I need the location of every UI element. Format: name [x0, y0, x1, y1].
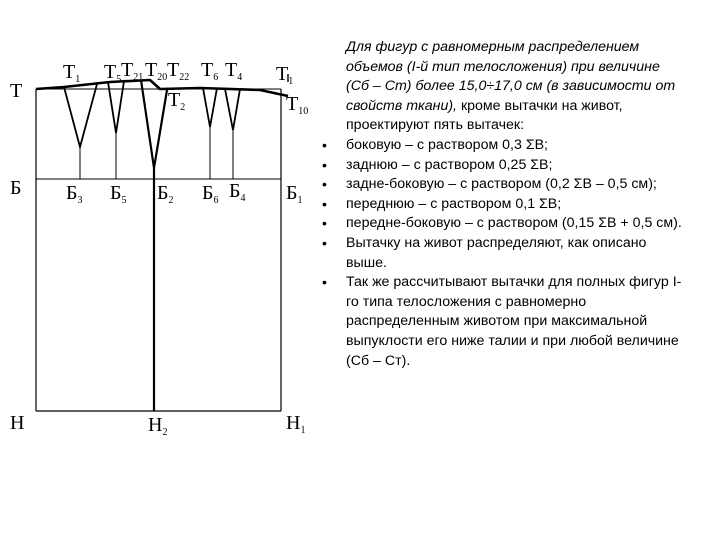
skirt-pattern-diagram	[0, 0, 320, 540]
list-item: • задне-боковую – с раствором (0,2 ΣВ – 0,5 см);	[318, 175, 686, 195]
dart-list	[318, 136, 686, 371]
list-item: • передне-боковую – с раствором (0,15 ΣВ + 0,5 см).	[318, 214, 686, 234]
label-t2: $Т_2$	[168, 89, 186, 113]
list-item: • заднюю – с раствором 0,25 ΣВ;	[318, 156, 686, 176]
label-t1-right: $Т_1$	[276, 63, 294, 87]
list-item: • переднюю – с раствором 0,1 ΣВ;	[318, 195, 686, 215]
label-b3: $Б_3$	[66, 182, 83, 206]
list-item: • боковую – с раствором 0,3 ΣВ;	[318, 136, 686, 156]
label-h2: $Н_2$	[148, 414, 168, 438]
intro-paragraph	[346, 38, 686, 136]
label-t5: $Т_5$	[104, 61, 122, 85]
dart-side	[141, 80, 167, 168]
list-item: • Вытачку на живот распределяют, как описано выше.	[318, 234, 686, 273]
label-h1: $Н_1$	[286, 412, 306, 436]
label-b5: $Б_5$	[110, 182, 127, 206]
label-t4: $Т_4$	[225, 59, 243, 83]
description-text	[318, 38, 686, 371]
label-b6: $Б_6$	[202, 182, 219, 206]
label-t22: $Т_{22}$	[167, 59, 190, 83]
label-b1: $Б_1$	[286, 182, 303, 206]
label-t1: $Т_1$	[63, 61, 81, 85]
label-h: Н	[10, 412, 25, 434]
label-t21: $Т_{21}$	[121, 59, 144, 83]
label-b4: $Б_4$	[229, 180, 246, 204]
label-t: Т	[10, 80, 23, 102]
label-b2: $Б_2$	[157, 182, 174, 206]
label-b: Б	[10, 177, 22, 199]
intro-italic: Для фигур с равномерным распределением объемов (I-й тип телосложения) при величине (Сб – Ст) более 15,0÷17,0 см (в зависимости от свойств ткани),	[346, 39, 676, 114]
list-item: • Так же рассчитывают вытачки для полных фигур I-го типа телосложения с равномерно распределенным животом при максимальной выпуклости его ниже талии и при любой величине (Сб – Ст).	[318, 273, 686, 371]
dart-back	[64, 84, 97, 147]
intro-regular: кроме вытачки на живот, проектируют пять вытачек:	[346, 97, 623, 134]
label-t20: $Т_{20}$	[145, 59, 168, 83]
dart-front-side	[203, 88, 217, 127]
label-t6: $Т_6$	[201, 59, 219, 83]
dart-front	[225, 89, 240, 130]
label-t10: $Т_{10}$	[286, 93, 309, 117]
